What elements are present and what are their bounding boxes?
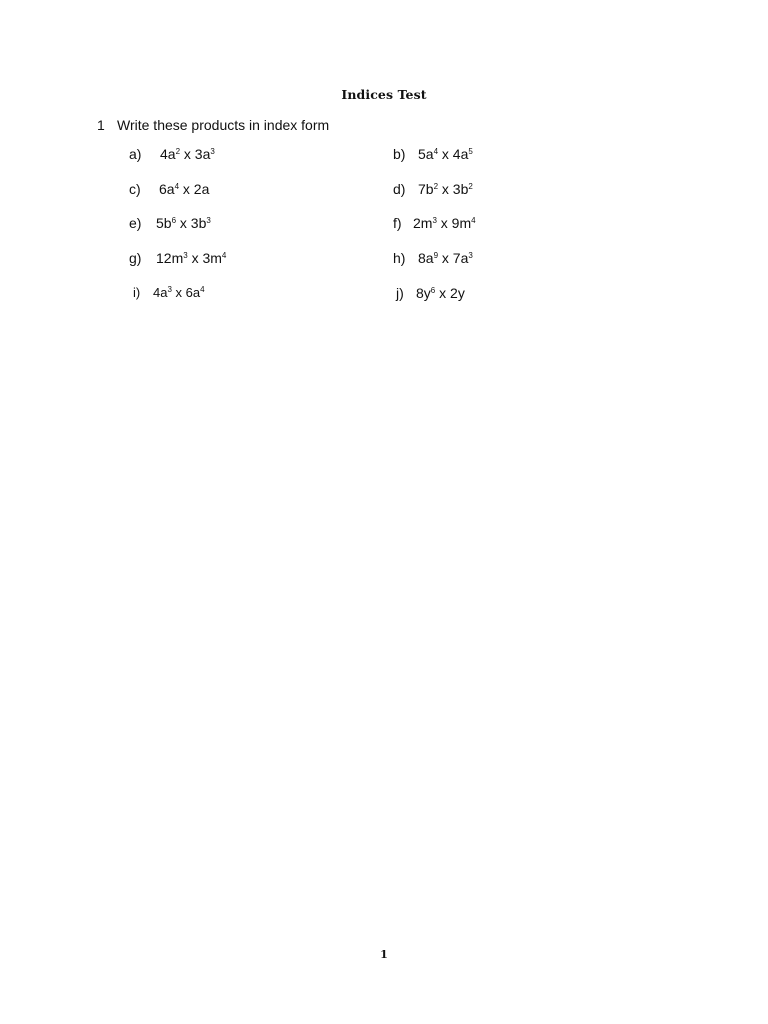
item-label: h) xyxy=(393,250,406,266)
item-label: j) xyxy=(396,285,404,301)
question-text: Write these products in index form xyxy=(117,117,330,133)
item-a xyxy=(129,146,215,162)
item-expression: $7b^2$ x $3b^2$ xyxy=(418,181,473,197)
item-g xyxy=(129,250,226,266)
item-label: c) xyxy=(129,181,141,197)
item-h xyxy=(393,250,473,266)
item-f xyxy=(393,215,476,231)
item-expression: $4a^3$ x $6a^4$ xyxy=(153,285,205,300)
page-number: 1 xyxy=(380,948,388,961)
item-e xyxy=(129,215,211,231)
item-c xyxy=(129,181,209,197)
item-label: d) xyxy=(393,181,406,197)
item-expression: $8y^6$ x 2y xyxy=(416,285,465,301)
question-1 xyxy=(97,117,329,133)
item-d xyxy=(393,181,473,197)
item-expression: $5a^4$ x $4a^5$ xyxy=(418,146,473,162)
item-label: i) xyxy=(133,285,141,300)
item-expression: $8a^9$ x $7a^3$ xyxy=(418,250,473,266)
item-j xyxy=(396,285,465,301)
item-i xyxy=(133,285,205,300)
item-b xyxy=(393,146,473,162)
item-expression: $6a^4$ x 2a xyxy=(159,181,210,197)
item-expression: $2m^3$ x $9m^4$ xyxy=(413,215,476,231)
question-number: 1 xyxy=(97,117,105,133)
item-expression: $4a^2$ x $3a^3$ xyxy=(160,146,215,162)
item-label: g) xyxy=(129,250,142,266)
item-expression: $5b^6$ x $3b^3$ xyxy=(156,215,211,231)
item-label: b) xyxy=(393,146,406,162)
page-title: Indices Test xyxy=(341,87,427,102)
item-label: f) xyxy=(393,215,402,231)
item-expression: $12m^3$ x $3m^4$ xyxy=(156,250,227,266)
item-label: a) xyxy=(129,146,142,162)
item-label: e) xyxy=(129,215,142,231)
